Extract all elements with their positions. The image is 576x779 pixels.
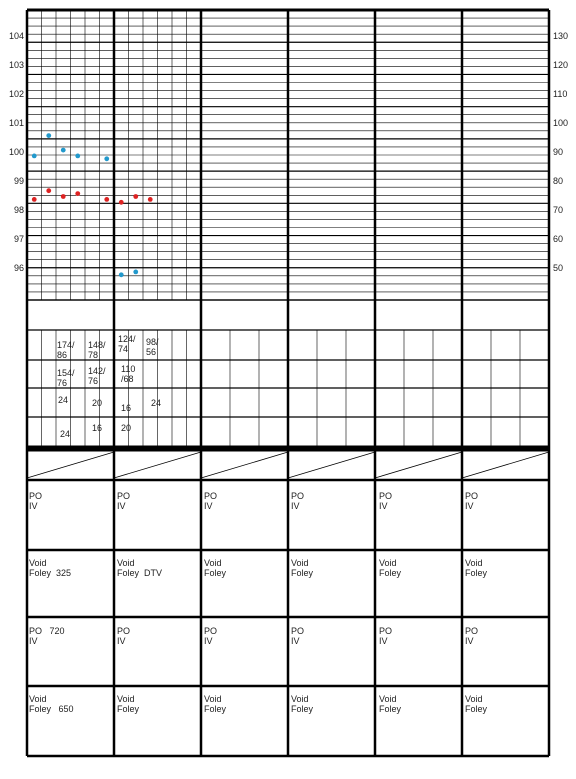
temperature-point [46,188,51,193]
temp-tick-label: 99 [13,176,24,186]
pulse-tick-label: 70 [553,205,564,215]
header-diagonal [201,452,288,478]
temperature-point [133,194,138,199]
temperature-point [148,197,153,202]
pulse-tick-label: 60 [553,234,564,244]
temp-tick-label: 101 [8,118,24,128]
temperature-point [32,197,37,202]
header-diagonal [375,452,462,478]
intake-row1-day5: PO IV [379,491,393,511]
pulse-tick-label: 120 [553,60,569,70]
intake-row2-day5: PO IV [379,626,393,646]
bp-day1-1: 174/ 86 [57,340,75,360]
pulse-tick-label: 110 [553,89,568,99]
output-row2-day3: Void Foley [204,694,227,714]
output-row2-day5: Void Foley [379,694,402,714]
output-row2-day6: Void Foley [465,694,488,714]
pulse-point [119,272,124,277]
temp-tick-label: 104 [8,31,24,41]
output-row1-day1: Void Foley 325 [29,558,72,578]
pulse-tick-label: 90 [553,147,564,157]
header-diagonal [114,452,201,478]
bp-day2-1: 124/ 74 [118,334,136,354]
output-row2-day4: Void Foley [291,694,314,714]
temp-tick-label: 100 [8,147,24,157]
temp-tick-label: 97 [13,234,24,244]
pulse-point [46,133,51,138]
pulse-point [75,154,80,159]
temperature-point [61,194,66,199]
resp-day1-4: 16 [92,423,103,433]
temp-tick-label: 96 [13,263,24,273]
output-row1-day5: Void Foley [379,558,402,578]
header-diagonal [462,452,549,478]
resp-day1-1: 24 [58,395,69,405]
output-row1-day6: Void Foley [465,558,488,578]
pulse-point [133,270,138,275]
output-row2-day2: Void Foley [117,694,140,714]
pulse-point [61,148,66,153]
intake-row2-day1: PO 720 IV [29,626,65,646]
pulse-point [32,154,37,159]
pulse-point [104,156,109,161]
bp-day2-2: 98/ 56 [146,337,159,357]
output-row1-day4: Void Foley [291,558,314,578]
intake-row2-day2: PO IV [117,626,131,646]
temperature-point [104,197,109,202]
temp-tick-label: 102 [8,89,24,99]
resp-day1-2: 20 [92,398,103,408]
intake-row1-day1: PO IV [29,491,43,511]
resp-day2-1: 16 [121,403,132,413]
header-diagonal [27,452,114,478]
intake-row1-day3: PO IV [204,491,218,511]
intake-row2-day3: PO IV [204,626,218,646]
intake-row1-day6: PO IV [465,491,479,511]
temp-tick-label: 98 [13,205,24,215]
output-row1-day2: Void Foley DTV [117,558,163,578]
bp-day1-3: 154/ 76 [57,368,75,388]
temperature-point [75,191,80,196]
resp-day1-3: 24 [60,429,71,439]
pulse-tick-label: 100 [553,118,569,128]
intake-row2-day6: PO IV [465,626,479,646]
pulse-tick-label: 130 [553,31,569,41]
intake-row1-day2: PO IV [117,491,131,511]
resp-day2-2: 24 [151,398,162,408]
output-row1-day3: Void Foley [204,558,227,578]
temp-tick-label: 103 [8,60,24,70]
output-row2-day1: Void Foley 650 [29,694,74,714]
temperature-point [119,200,124,205]
intake-row1-day4: PO IV [291,491,305,511]
intake-row2-day4: PO IV [291,626,305,646]
pulse-tick-label: 80 [553,176,564,186]
bp-day1-4: 142/ 76 [88,366,106,386]
header-diagonal [288,452,375,478]
bp-day1-2: 148/ 78 [88,340,106,360]
bp-day2-3: 110 /68 [121,364,136,384]
resp-day2-3: 20 [121,423,132,433]
pulse-tick-label: 50 [553,263,564,273]
